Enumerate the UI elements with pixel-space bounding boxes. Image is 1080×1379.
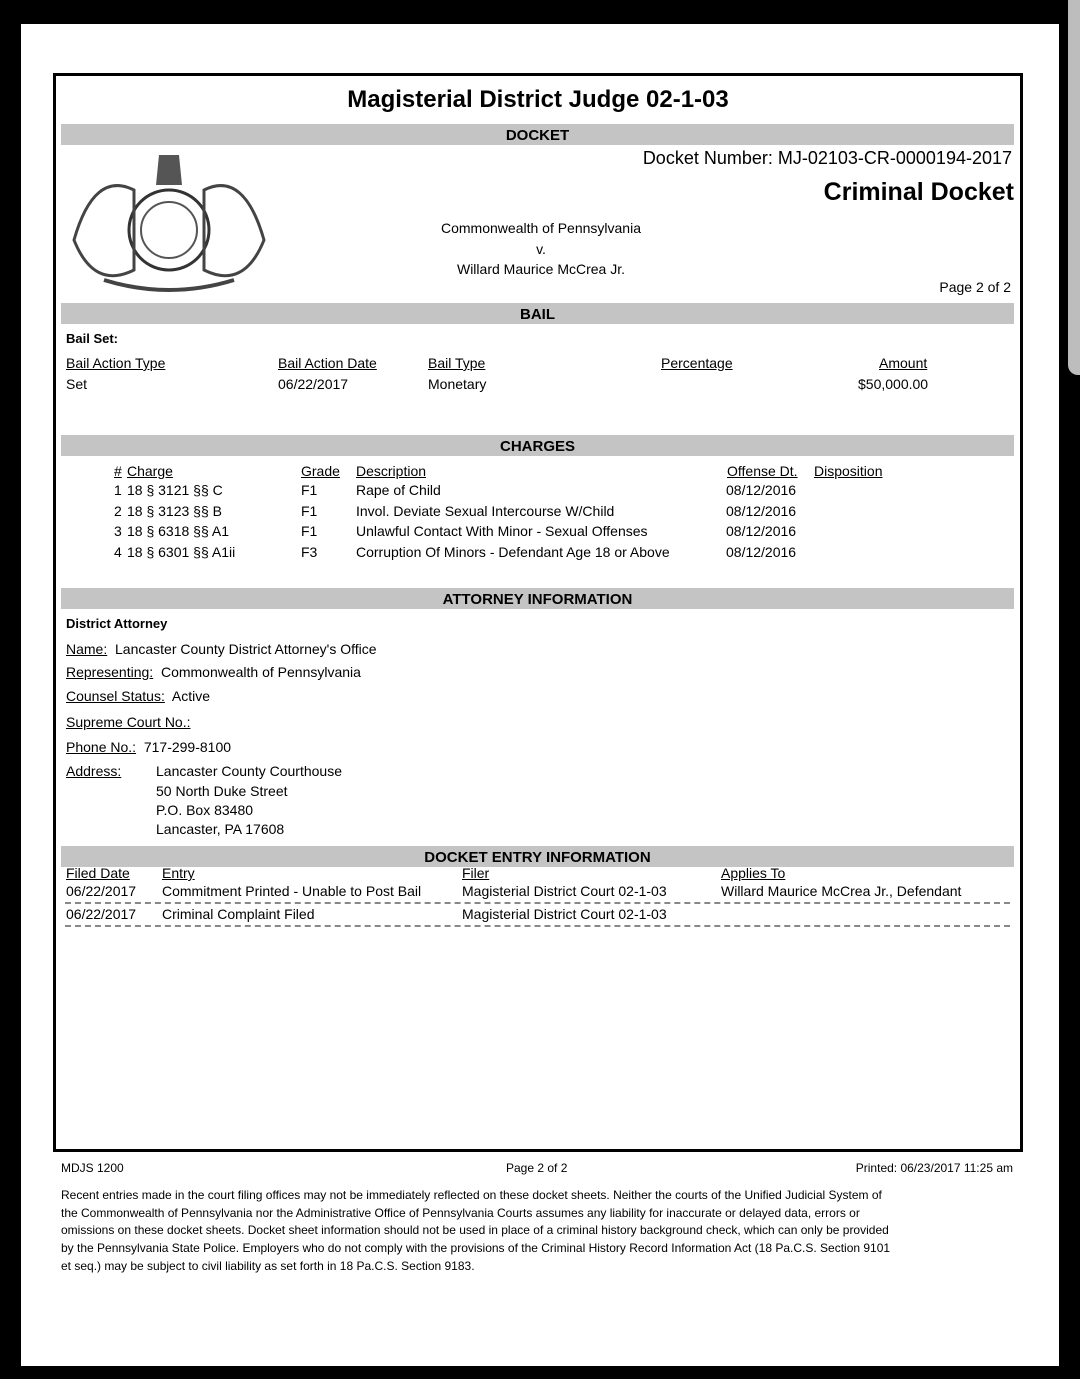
counsel-status: Active — [171, 688, 210, 704]
charge-code: 18 § 3123 §§ B — [127, 502, 222, 519]
docket-entry-bar: DOCKET ENTRY INFORMATION — [61, 846, 1014, 867]
disclaimer: Recent entries made in the court filing offices may not be immediately reflected on these docket sheets. Neither the courts of the Unified Judicial System of the Commonwealth of Pennsylvania nor the Administrative Office of Pennsylvania Courts assumes any liability for inaccurate or delayed data, errors or omissions on these docket sheets. Docket sheet information should not be used in place of a criminal history background check, which can only be provided by the Pennsylvania State Police. Employers who do not comply with the provisions of the Criminal History Record Information Act (18 Pa.C.S. Section 9101 et seq.) may be subject to civil liability as set forth in 18 Pa.C.S. Section 9183. — [61, 1188, 891, 1273]
bail-amount: $50,000.00 — [858, 376, 929, 392]
charge-description: Invol. Deviate Sexual Intercourse W/Child — [356, 502, 615, 519]
charge-number: 4 — [114, 543, 122, 560]
applies-to: Willard Maurice McCrea Jr., Defendant — [721, 883, 962, 899]
charge-grade: F1 — [301, 482, 318, 498]
charge-description: Unlawful Contact With Minor - Sexual Offenses — [356, 523, 648, 539]
docket-number: Docket Number: MJ-02103-CR-0000194-2017 — [642, 148, 1012, 168]
bail-type: Monetary — [428, 376, 487, 392]
plaintiff: Commonwealth of Pennsylvania — [441, 220, 641, 236]
attorney-bar: ATTORNEY INFORMATION — [61, 588, 1014, 609]
entry-text: Commitment Printed - Unable to Post Bail — [162, 883, 422, 899]
col-applies-to: Applies To — [721, 865, 786, 881]
representing-label: Representing: — [66, 664, 154, 680]
address-line: P.O. Box 83480 — [156, 802, 254, 818]
col-bail-action-date: Bail Action Date — [278, 355, 377, 371]
page-title: Magisterial District Judge 02-1-03 — [347, 86, 729, 113]
filed-date: 06/22/2017 — [66, 906, 137, 922]
printed-date: Printed: 06/23/2017 11:25 am — [855, 1161, 1013, 1175]
offense-date: 08/12/2016 — [726, 523, 797, 539]
entry-text: Criminal Complaint Filed — [162, 906, 315, 922]
scrollbar[interactable] — [1068, 0, 1080, 375]
charge-grade: F3 — [301, 543, 318, 560]
bail-bar: BAIL — [61, 303, 1014, 324]
col-filer: Filer — [462, 865, 490, 881]
footer-page: Page 2 of 2 — [506, 1161, 568, 1175]
col-entry: Entry — [162, 865, 195, 881]
address-line: Lancaster, PA 17608 — [156, 821, 285, 837]
phone-label: Phone No.: — [66, 739, 137, 755]
charge-number: 3 — [114, 523, 122, 539]
form-id: MDJS 1200 — [61, 1161, 124, 1175]
docket-bar: DOCKET — [61, 124, 1014, 145]
bail-set-label: Bail Set: — [66, 331, 119, 346]
col-amount: Amount — [879, 355, 928, 371]
defendant: Willard Maurice McCrea Jr. — [456, 261, 626, 277]
col-number: # — [114, 463, 122, 479]
filer: Magisterial District Court 02-1-03 — [462, 883, 667, 899]
col-bail-action-type: Bail Action Type — [66, 355, 166, 371]
row-divider — [65, 925, 1010, 927]
charge-description: Corruption Of Minors - Defendant Age 18 or Above — [356, 543, 670, 560]
address-label: Address: — [66, 763, 122, 779]
col-filed-date: Filed Date — [66, 865, 130, 881]
charges-bar: CHARGES — [61, 435, 1014, 456]
col-percentage: Percentage — [661, 355, 733, 371]
counsel-status-label: Counsel Status: — [66, 688, 165, 704]
filer: Magisterial District Court 02-1-03 — [462, 906, 667, 922]
supreme-court-label: Supreme Court No.: — [66, 714, 191, 730]
address-line: Lancaster County Courthouse — [156, 763, 342, 779]
col-description: Description — [356, 463, 427, 479]
docket-type: Criminal Docket — [823, 178, 1014, 206]
phone: 717-299-8100 — [143, 739, 232, 755]
versus: v. — [536, 241, 546, 257]
col-offense-date: Offense Dt. — [727, 463, 798, 479]
charge-number: 2 — [114, 502, 122, 519]
row-divider — [65, 902, 1010, 904]
representing: Commonwealth of Pennsylvania — [160, 664, 361, 680]
address-line: 50 North Duke Street — [156, 783, 288, 799]
charge-number: 1 — [114, 482, 122, 498]
attorney-name: Lancaster County District Attorney's Office — [115, 641, 377, 657]
col-bail-type: Bail Type — [428, 355, 486, 371]
col-disposition: Disposition — [814, 463, 883, 479]
charge-description: Rape of Child — [356, 482, 441, 498]
filed-date: 06/22/2017 — [66, 883, 137, 899]
charge-code: 18 § 6301 §§ A1ii — [127, 543, 236, 560]
col-charge: Charge — [127, 463, 173, 479]
charge-code: 18 § 3121 §§ C — [127, 482, 223, 498]
offense-date: 08/12/2016 — [726, 502, 797, 519]
attorney-role: District Attorney — [66, 616, 168, 631]
offense-date: 08/12/2016 — [726, 482, 797, 498]
bail-action-date: 06/22/2017 — [278, 376, 349, 392]
charge-code: 18 § 6318 §§ A1 — [127, 523, 229, 539]
name-label: Name: — [66, 641, 108, 657]
charge-grade: F1 — [301, 502, 318, 519]
charge-grade: F1 — [301, 523, 318, 539]
offense-date: 08/12/2016 — [726, 543, 797, 560]
page-number: Page 2 of 2 — [939, 279, 1011, 295]
col-grade: Grade — [301, 463, 340, 479]
bail-action-type: Set — [66, 376, 88, 392]
